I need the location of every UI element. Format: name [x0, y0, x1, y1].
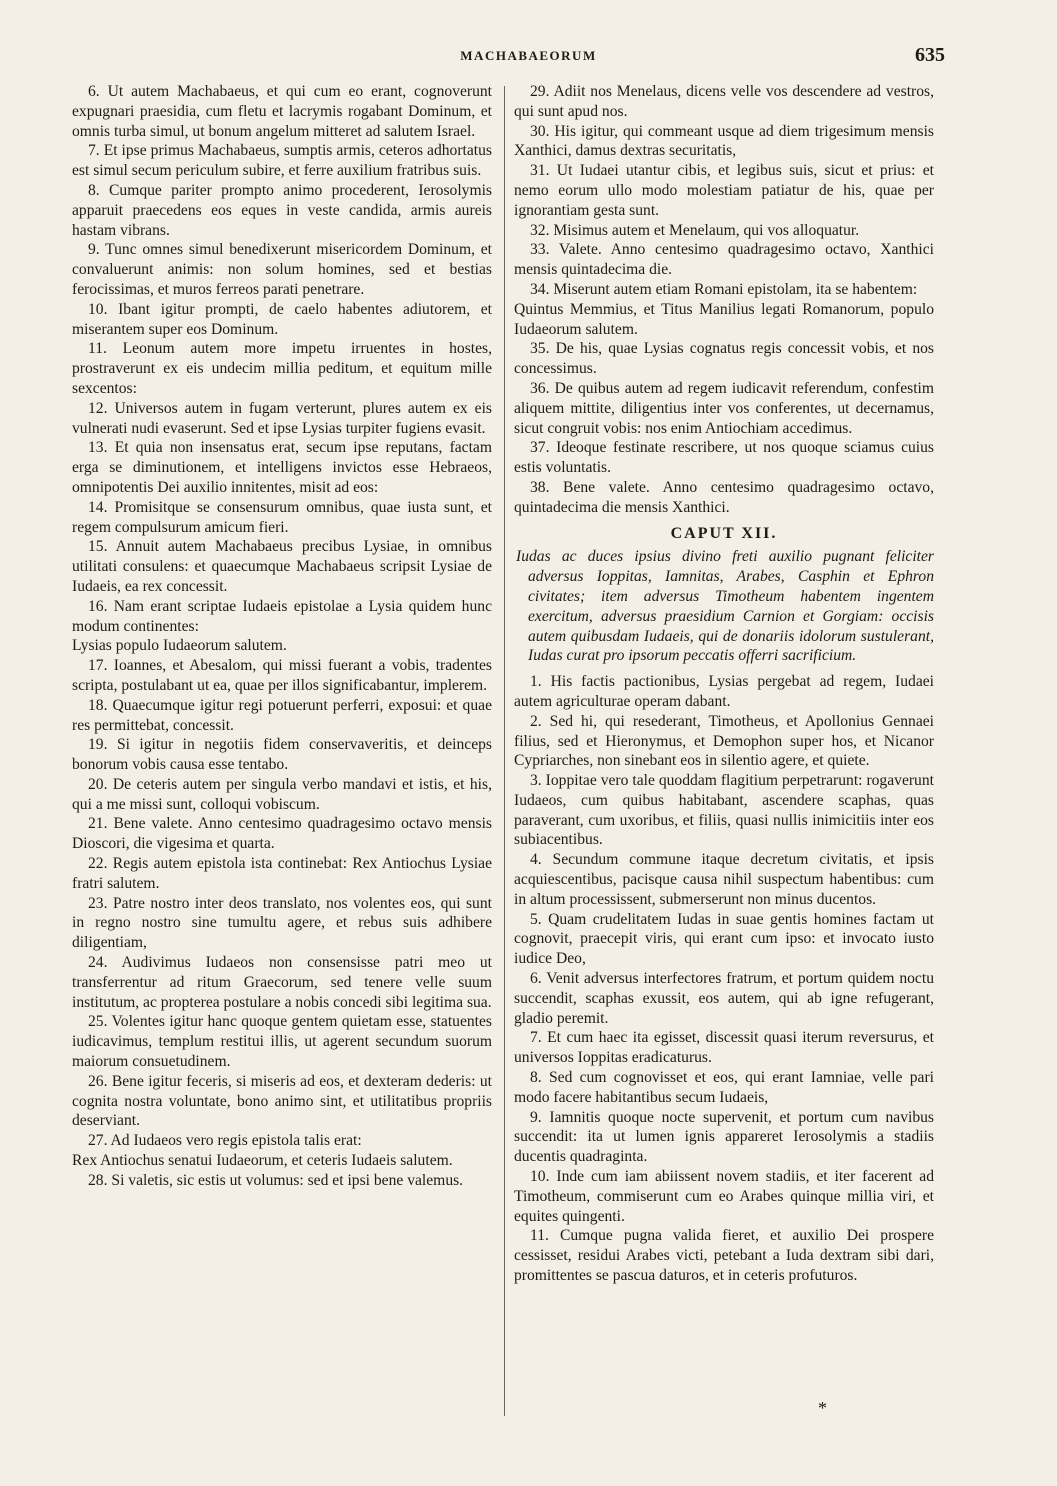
verse: 7. Et ipse primus Machabaeus, sumptis armis, ceteros adhortatus est simul secum periculum subire, et ferre auxilium fratribus suis. [72, 142, 492, 180]
verse: 2. Sed hi, qui resederant, Timotheus, et Apollonius Gennaei filius, sed et Hieronymus, et Demophon super hos, et Nicanor Cypriarches, non sinebant eos in silentio agere, et quiete. [514, 712, 934, 770]
chapter-heading: CAPUT XII. [670, 524, 778, 542]
verse: 13. Et quia non insensatus erat, secum ipse reputans, factam erga se diminutionem, et intelligens invictos esse Hebraeos, omnipotentis Dei auxilio innitentes, misit ad eos: [72, 439, 492, 496]
verse: 23. Patre nostro inter deos translato, nos volentes eos, qui sunt in regno nostro sine tumultu agere, et rebus suis adhibere diligentiam, [72, 894, 492, 952]
verse: 3. Ioppitae vero tale quoddam flagitium perpetrarunt: rogaverunt Iudaeos, cum quibus habitabant, ascendere scaphas, quas paraverant, cum uxoribus, et filiis, quasi nullis inimicitiis inter eos subiacentibus. [514, 772, 934, 849]
verse: 26. Bene igitur feceris, si miseris ad eos, et dexteram dederis: ut cognita nostra voluntate, bono animo sint, et utilitatibus propriis deserviant. [72, 1072, 492, 1130]
verse: 25. Volentes igitur hanc quoque gentem quietam esse, statuentes iudicavimus, templum restitui illis, ut agerent secundum suorum maiorum consuetudinem. [72, 1013, 492, 1071]
verse: 11. Leonum autem more impetu irruentes in hostes, prostraverunt ex eis undecim millia peditum, et equitum mille sexcentos: [72, 340, 492, 397]
verse: 38. Bene valete. Anno centesimo quadragesimo octavo, quintadecima die mensis Xanthici. [514, 478, 934, 516]
verse: 20. De ceteris autem per singula verbo mandavi et istis, et his, qui a me missi sunt, colloqui vobiscum. [72, 775, 492, 813]
verse: 1. His factis pactionibus, Lysias pergebat ad regem, Iudaei autem agriculturae operam dabant. [514, 673, 934, 710]
verse: 9. Iamnitis quoque nocte supervenit, et portum cum navibus succendit: ita ut lumen ignis appareret Ierosolymis a stadiis ducentis quadraginta. [514, 1108, 934, 1166]
running-title: MACHABAEORUM [460, 48, 597, 63]
verse: 14. Promisitque se consensurum omnibus, quae iusta sunt, et regem compulsurum amicum fieri. [72, 498, 492, 536]
verse: 18. Quaecumque igitur regi potuerunt perferri, exposui: et quae res permittebat, concessit. [72, 696, 492, 734]
verse: 16. Nam erant scriptae Iudaeis epistolae a Lysia quidem hunc modum continentes: [72, 597, 492, 635]
verse: 24. Audivimus Iudaeos non consensisse patri meo ut transferrentur ad ritum Graecorum, sed tenere velle suum institutum, ac propterea postulare a nobis concedi sibi legitima sua. [72, 954, 492, 1011]
verse: 9. Tunc omnes simul benedixerunt misericordem Dominum, et convaluerunt animis: non solum homines, sed et bestias ferocissimas, et muros ferreos parati penetrare. [72, 241, 492, 298]
verse: 34. Miserunt autem etiam Romani epistolam, ita se habentem: [530, 280, 918, 298]
verse: 36. De quibus autem ad regem iudicavit referendum, confestim aliquem mittite, diligentius inter vos conferentes, ut decernamus, sicut congruit vobis: nos enim Antiochiam accedimus. [514, 379, 934, 437]
letter-salutation: Quintus Memmius, et Titus Manilius legati Romanorum, populo Iudaeorum salutem. [514, 300, 934, 338]
verse: 6. Venit adversus interfectores fratrum, et portum quidem noctu succendit, scaphas exussit, eos autem, qui ab igne refugerant, gladio peremit. [514, 970, 934, 1027]
verse: 28. Si valetis, sic estis ut volumus: sed et ipsi bene valemus. [88, 1171, 464, 1189]
letter-salutation: Lysias populo Iudaeorum salutem. [72, 637, 287, 655]
verse: 7. Et cum haec ita egisset, discessit quasi iterum reversurus, et universos Ioppitas eradicaturus. [514, 1029, 934, 1067]
verse: 27. Ad Iudaeos vero regis epistola talis erat: [88, 1132, 362, 1150]
signature-mark: * [818, 1398, 827, 1418]
chapter-summary: Iudas ac duces ipsius divino freti auxilio pugnant feliciter adversus Ioppitas, Iamnitas, Arabes, Casphin et Ephron civitates; item adversus Timotheum habentem ingentem exercitum, adversus praesidium Carnion et Gorgiam: occisis autem quibusdam Iudaeis, qui de donariis idolorum sustulerant, Iudas curat pro ipsorum peccatis offerri sacrificium. [516, 548, 934, 665]
verse: 10. Ibant igitur prompti, de caelo habentes adiutorem, et miserantem super eos Dominum. [72, 300, 492, 338]
verse: 15. Annuit autem Machabaeus precibus Lysiae, in omnibus utilitati consulens: et quaecumque Machabaeus scripsit Lysiae de Iudaeis, ea rex concessit. [72, 538, 492, 595]
running-header [0, 44, 1057, 70]
verse: 22. Regis autem epistola ista continebat: Rex Antiochus Lysiae fratri salutem. [72, 855, 492, 892]
verse: 19. Si igitur in negotiis fidem conservaveritis, et deinceps bonorum vobis causa esse tentabo. [72, 736, 492, 774]
left-column [72, 82, 492, 1191]
verse: 29. Adiit nos Menelaus, dicens velle vos descendere ad vestros, qui sunt apud nos. [514, 83, 934, 120]
verse: 6. Ut autem Machabaeus, et qui cum eo erant, cognoverunt expugnari praesidia, cum fletu et lacrymis rogabant Dominum, et omnis turba simul, ut bonum angelum mitteret ad salutem Israel. [72, 83, 492, 140]
verse: 21. Bene valete. Anno centesimo quadragesimo octavo mensis Dioscori, die vigesima et quarta. [72, 815, 492, 853]
verse: 10. Inde cum iam abiissent novem stadiis, et iter facerent ad Timotheum, commiserunt cum eo Arabes quinque millia viri, et equites quingenti. [514, 1168, 934, 1225]
verse: 31. Ut Iudaei utantur cibis, et legibus suis, sicut et prius: et nemo eorum ullo modo molestiam patiatur de his, quae per ignorantiam gesta sunt. [514, 162, 934, 219]
verse: 33. Valete. Anno centesimo quadragesimo octavo, Xanthici mensis quintadecima die. [514, 241, 934, 279]
verse: 37. Ideoque festinate rescribere, ut nos quoque sciamus cuius estis voluntatis. [514, 439, 934, 477]
verse: 30. His igitur, qui commeant usque ad diem trigesimum mensis Xanthici, damus dextras securitatis, [514, 122, 934, 160]
verse: 8. Cumque pariter prompto animo procederent, Ierosolymis apparuit praecedens eos eques in veste candida, armis aureis hastam vibrans. [72, 181, 492, 239]
verse: 17. Ioannes, et Abesalom, qui missi fuerant a vobis, tradentes scripta, postulabant ut ea, quae per illos significabantur, implerem. [72, 657, 492, 694]
page-number: 635 [915, 44, 945, 66]
verse: 5. Quam crudelitatem Iudas in suae gentis homines factam ut cognovit, praecepit viris, qui erant cum ipso: et invocato iusto iudice Deo, [514, 910, 934, 968]
verse: 12. Universos autem in fugam verterunt, plures autem ex eis vulnerati nudi evaserunt. Sed et ipse Lysias turpiter fugiens evasit. [72, 399, 492, 437]
verse: 8. Sed cum cognovisset et eos, qui erant Iamniae, velle pari modo facere habitantibus secum Iudaeis, [514, 1069, 934, 1106]
verse: 32. Misimus autem et Menelaum, qui vos alloquatur. [530, 221, 860, 239]
verse: 4. Secundum commune itaque decretum civitatis, et ipsis acquiescentibus, pacisque causa nihil suspectum habentibus: cum in altum processissent, submerserunt non minus ducentos. [514, 851, 934, 908]
column-divider [504, 86, 505, 1416]
letter-salutation: Rex Antiochus senatui Iudaeorum, et ceteris Iudaeis salutem. [72, 1152, 453, 1170]
verse: 11. Cumque pugna valida fieret, et auxilio Dei prospere cessisset, residui Arabes victi, petebant a Iuda dextram sibi dari, promittentes se pascua daturos, et in ceteris profuturos. [514, 1227, 934, 1285]
right-column [514, 82, 934, 1286]
verse: 35. De his, quae Lysias cognatus regis concessit vobis, et nos concessimus. [514, 340, 934, 378]
